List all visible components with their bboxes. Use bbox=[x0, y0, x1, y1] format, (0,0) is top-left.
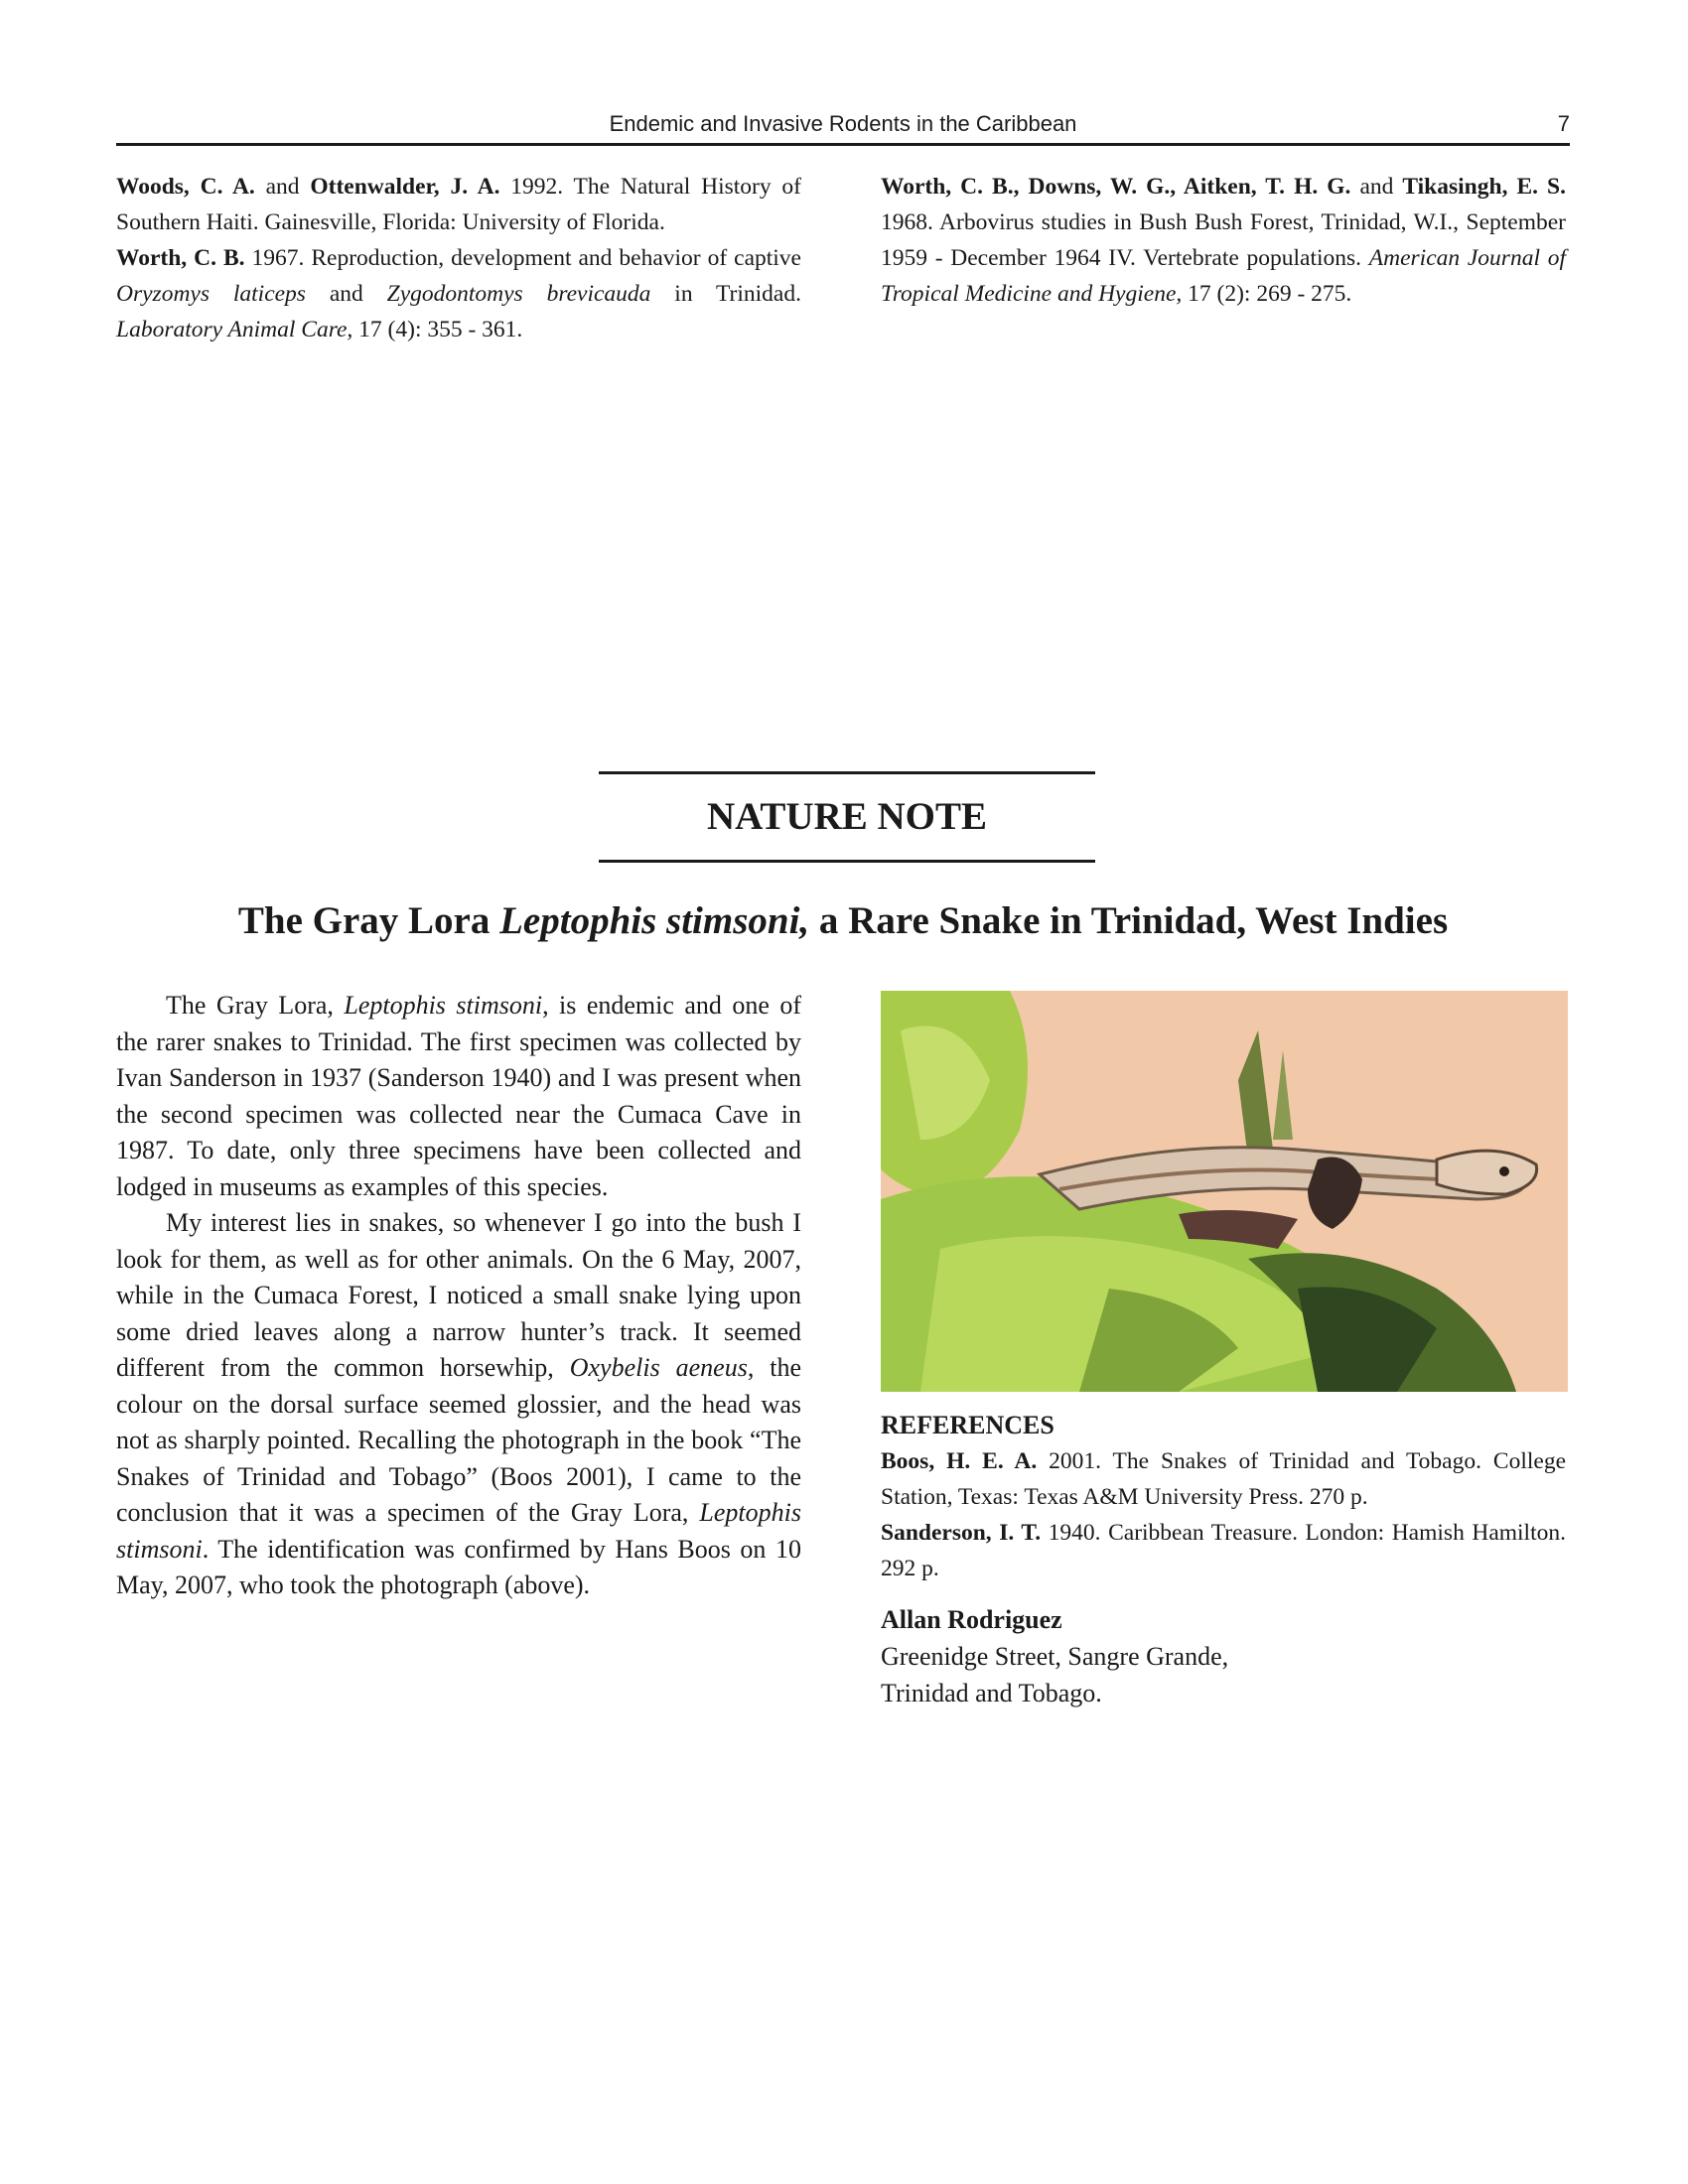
body-text-run: My interest lies in snakes, so whenever I go into the bush I look for them, as well as for other animals. On the 6 May, 2007, while in the Cumaca Forest, I noticed a small snake lying upon some dried leaves along a narrow hunter’s track. It seemed different from the common horsewhip, bbox=[116, 1208, 801, 1382]
references-heading: REFERENCES bbox=[881, 1411, 1055, 1439]
species-name: Leptophis stimsoni bbox=[116, 1498, 801, 1564]
reference-italic-text: Laboratory Animal Care, bbox=[116, 317, 353, 342]
title-text: a Rare Snake in Trinidad, West Indies bbox=[809, 899, 1449, 942]
author-address-line1: Greenidge Street, Sangre Grande, bbox=[881, 1642, 1229, 1671]
references-bottom bbox=[881, 1408, 1566, 1586]
reference-text: 17 (4): 355 - 361. bbox=[352, 317, 523, 342]
reference-text: 1940. Caribbean Treasure. London: Hamish Hamilton. 292 p. bbox=[881, 1520, 1566, 1581]
reference-italic-text: American Journal of Tropical Medicine and Hygiene, bbox=[881, 245, 1566, 307]
body-text-run: . The identification was confirmed by Hans Boos on 10 May, 2007, who took the photograph (above). bbox=[116, 1534, 801, 1599]
body-paragraph-1 bbox=[116, 988, 801, 1205]
reference-text: 1967. Reproduction, development and behavior of captive bbox=[244, 245, 801, 271]
section-label: NATURE NOTE bbox=[706, 795, 988, 838]
references-top-left bbox=[116, 169, 801, 347]
article-title bbox=[116, 898, 1570, 943]
top-right-reference-0 bbox=[881, 169, 1566, 312]
reference-author: Sanderson, I. T. bbox=[881, 1520, 1042, 1546]
reference-text: and bbox=[305, 281, 387, 307]
title-text: The Gray Lora bbox=[237, 899, 500, 942]
reference-text: 1992. The Natural History of Southern Haiti. Gainesville, Florida: University of Florida. bbox=[116, 174, 801, 235]
reference-author: Woods, C. A. bbox=[116, 174, 255, 200]
reference-text: in Trinidad. bbox=[650, 281, 801, 307]
references-list bbox=[881, 1443, 1566, 1586]
reference-italic-text: Oryzomys laticeps bbox=[116, 281, 306, 307]
author-name: Allan Rodriguez bbox=[881, 1605, 1062, 1634]
snake-photo-illustration bbox=[881, 991, 1568, 1392]
journal-title: Endemic and Invasive Rodents in the Caribbean bbox=[609, 111, 1077, 136]
top-left-reference-0 bbox=[116, 169, 801, 240]
body-text-run: The Gray Lora, bbox=[166, 991, 345, 1020]
references-top-right bbox=[881, 169, 1566, 312]
reference-author: and bbox=[254, 174, 311, 200]
running-header bbox=[116, 111, 1570, 146]
body-text-run: , is endemic and one of the rarer snakes to Trinidad. The first specimen was collected by Ivan Sanderson in 1937 (Sanderson 1940) and I was present when the second specimen was collected near the Cumaca Cave in 1987. To date, only three specimens have been collected and lodged in museums as examples of this species. bbox=[116, 991, 802, 1201]
reference-author: Worth, C. B. bbox=[116, 245, 245, 271]
article-body bbox=[116, 988, 801, 1604]
body-paragraph-2 bbox=[116, 1205, 801, 1604]
section-label-box bbox=[599, 771, 1095, 863]
species-name: Oxybelis aeneus bbox=[569, 1353, 748, 1382]
reference-author: Boos, H. E. A. bbox=[881, 1448, 1038, 1474]
author-block bbox=[881, 1601, 1566, 1711]
reference-author: Ottenwalder, J. A. bbox=[310, 174, 500, 200]
reference-author: and bbox=[1350, 174, 1403, 200]
species-name: Leptophis stimsoni bbox=[344, 991, 543, 1020]
top-left-reference-1 bbox=[116, 240, 801, 347]
author-address-line2: Trinidad and Tobago. bbox=[881, 1679, 1102, 1707]
snake-photograph bbox=[881, 991, 1568, 1392]
body-text-run: , the colour on the dorsal surface seemed glossier, and the head was not as sharply pointed. Recalling the photograph in the book “The Snakes of Trinidad and Tobago” (Boos 2001), I came to the conclusion that it was a specimen of the Gray Lora, bbox=[116, 1353, 801, 1527]
reference-author: Worth, C. B., Downs, W. G., Aitken, T. H. G. bbox=[881, 174, 1351, 200]
bottom-reference-1 bbox=[881, 1515, 1566, 1586]
reference-text: 2001. The Snakes of Trinidad and Tobago. College Station, Texas: Texas A&M University Press. 270 p. bbox=[881, 1448, 1566, 1510]
page-number: 7 bbox=[1557, 111, 1570, 136]
reference-text: 1968. Arbovirus studies in Bush Bush Forest, Trinidad, W.I., September 1959 - December 1964 IV. Vertebrate populations. bbox=[881, 209, 1566, 271]
reference-author: Tikasingh, E. S. bbox=[1402, 174, 1566, 200]
reference-text: 17 (2): 269 - 275. bbox=[1182, 281, 1352, 307]
reference-italic-text: Zygodontomys brevicauda bbox=[386, 281, 651, 307]
title-species-name: Leptophis stimsoni, bbox=[499, 899, 810, 942]
bottom-reference-0 bbox=[881, 1443, 1566, 1515]
